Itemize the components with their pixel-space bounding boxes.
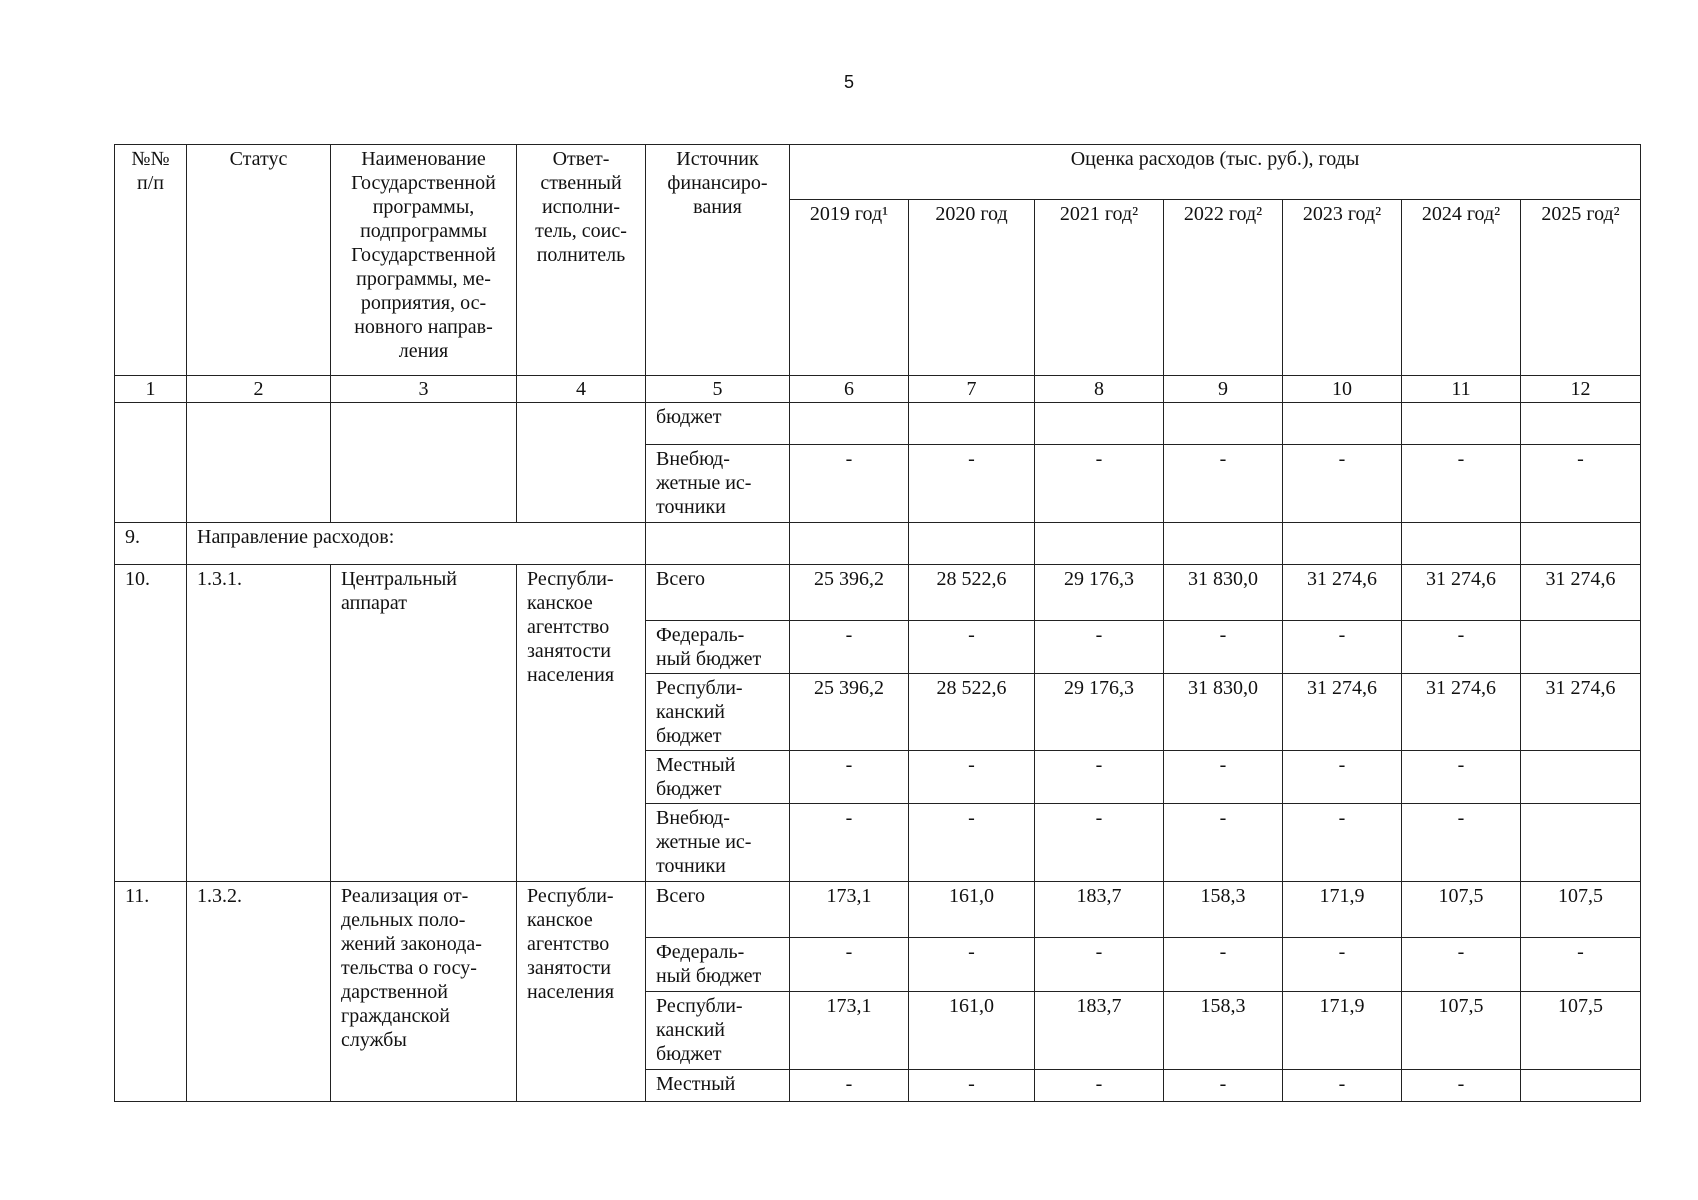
value-cell: 158,3 xyxy=(1164,992,1283,1070)
value-cell: - xyxy=(1283,804,1402,882)
value-cell: 25 396,2 xyxy=(790,674,909,751)
column-number: 5 xyxy=(646,376,790,403)
value-cell: - xyxy=(1035,751,1164,804)
header-year: 2024 год² xyxy=(1402,200,1521,376)
column-number: 3 xyxy=(331,376,517,403)
row-number: 10. xyxy=(115,565,187,882)
value-cell: 107,5 xyxy=(1521,992,1641,1070)
column-number: 8 xyxy=(1035,376,1164,403)
cell-empty xyxy=(187,403,331,523)
source-cell: Внебюд-жетные ис-точники xyxy=(646,804,790,882)
value-cell: - xyxy=(1283,938,1402,992)
value-cell: - xyxy=(790,1070,909,1102)
value-cell: 31 830,0 xyxy=(1164,674,1283,751)
source-cell: Местный xyxy=(646,1070,790,1102)
column-number: 7 xyxy=(909,376,1035,403)
header-year: 2021 год² xyxy=(1035,200,1164,376)
cell-empty xyxy=(517,403,646,523)
value-cell xyxy=(1402,403,1521,445)
value-cell: - xyxy=(1164,445,1283,523)
source-cell: Федераль-ный бюджет xyxy=(646,621,790,674)
section-label: Направление расходов: xyxy=(187,523,646,565)
value-cell: 31 274,6 xyxy=(1402,674,1521,751)
value-cell: - xyxy=(909,804,1035,882)
value-cell: - xyxy=(909,1070,1035,1102)
value-cell: 29 176,3 xyxy=(1035,565,1164,621)
cell-empty xyxy=(331,403,517,523)
value-cell: - xyxy=(1164,621,1283,674)
value-cell: - xyxy=(1283,751,1402,804)
table-row xyxy=(115,882,1641,938)
value-cell: - xyxy=(1035,1070,1164,1102)
value-cell: 31 274,6 xyxy=(1521,674,1641,751)
value-cell: - xyxy=(1402,938,1521,992)
value-cell: 107,5 xyxy=(1402,882,1521,938)
value-cell xyxy=(1521,403,1641,445)
name-cell: Реализация от-дельных поло-жений законода-тельства о госу-дарственной гражданской службы xyxy=(331,882,517,1102)
value-cell: - xyxy=(909,445,1035,523)
value-cell: 31 274,6 xyxy=(1283,565,1402,621)
source-cell: Внебюд-жетные ис-точники xyxy=(646,445,790,523)
row-number: 11. xyxy=(115,882,187,1102)
value-cell: - xyxy=(1402,1070,1521,1102)
responsible-cell: Республи-канское агентство занятости населения xyxy=(517,882,646,1102)
value-cell: 107,5 xyxy=(1402,992,1521,1070)
value-cell: - xyxy=(1164,751,1283,804)
value-cell: 183,7 xyxy=(1035,992,1164,1070)
value-cell: 171,9 xyxy=(1283,992,1402,1070)
cell-empty xyxy=(1521,523,1641,565)
source-cell: Всего xyxy=(646,882,790,938)
value-cell: 161,0 xyxy=(909,992,1035,1070)
value-cell: - xyxy=(1035,621,1164,674)
column-number: 9 xyxy=(1164,376,1283,403)
value-cell xyxy=(1035,403,1164,445)
value-cell: - xyxy=(1521,938,1641,992)
value-cell: 28 522,6 xyxy=(909,674,1035,751)
value-cell: - xyxy=(909,621,1035,674)
value-cell: - xyxy=(909,751,1035,804)
responsible-cell: Республи-канское агентство занятости населения xyxy=(517,565,646,882)
value-cell: 173,1 xyxy=(790,992,909,1070)
value-cell: - xyxy=(1035,445,1164,523)
value-cell: 29 176,3 xyxy=(1035,674,1164,751)
value-cell: - xyxy=(790,804,909,882)
value-cell: 161,0 xyxy=(909,882,1035,938)
table-row xyxy=(115,523,1641,565)
value-cell: - xyxy=(790,445,909,523)
column-number: 6 xyxy=(790,376,909,403)
source-cell: Республи-канский бюджет xyxy=(646,992,790,1070)
value-cell: 171,9 xyxy=(1283,882,1402,938)
column-number: 1 xyxy=(115,376,187,403)
value-cell: - xyxy=(1402,445,1521,523)
cell-empty xyxy=(790,523,909,565)
cell-empty xyxy=(1164,523,1283,565)
value-cell: 25 396,2 xyxy=(790,565,909,621)
value-cell xyxy=(1521,1070,1641,1102)
value-cell: 173,1 xyxy=(790,882,909,938)
column-number: 11 xyxy=(1402,376,1521,403)
value-cell xyxy=(790,403,909,445)
value-cell: - xyxy=(1402,751,1521,804)
source-cell: Всего xyxy=(646,565,790,621)
value-cell: 107,5 xyxy=(1521,882,1641,938)
header-year: 2019 год¹ xyxy=(790,200,909,376)
value-cell: - xyxy=(1283,1070,1402,1102)
value-cell xyxy=(1521,751,1641,804)
value-cell: - xyxy=(1164,1070,1283,1102)
status-cell: 1.3.2. xyxy=(187,882,331,1102)
table-row xyxy=(115,565,1641,621)
header-year: 2020 год xyxy=(909,200,1035,376)
source-cell: Федераль-ный бюджет xyxy=(646,938,790,992)
name-cell: Центральный аппарат xyxy=(331,565,517,882)
cell-empty xyxy=(909,523,1035,565)
value-cell: 31 274,6 xyxy=(1521,565,1641,621)
expenditure-table xyxy=(114,144,1641,1102)
column-numbers-row xyxy=(115,376,1641,403)
header-row xyxy=(115,145,1641,200)
source-cell: Местный бюджет xyxy=(646,751,790,804)
column-number: 2 xyxy=(187,376,331,403)
value-cell xyxy=(1521,621,1641,674)
value-cell: - xyxy=(790,621,909,674)
cell-empty xyxy=(115,403,187,523)
cell-empty xyxy=(1035,523,1164,565)
header-year: 2023 год² xyxy=(1283,200,1402,376)
value-cell: - xyxy=(1035,804,1164,882)
header-col-num: №№ п/п xyxy=(115,145,187,376)
value-cell: - xyxy=(1283,445,1402,523)
page-number: 5 xyxy=(843,72,854,92)
status-cell: 1.3.1. xyxy=(187,565,331,882)
column-number: 12 xyxy=(1521,376,1641,403)
header-col-name: Наименование Государственной программы, подпрограммы Государственной программы, ме-роприятия, ос-новного направ-ления xyxy=(331,145,517,376)
value-cell: - xyxy=(790,938,909,992)
source-cell: бюджет xyxy=(646,403,790,445)
value-cell xyxy=(909,403,1035,445)
value-cell: - xyxy=(1164,804,1283,882)
value-cell: - xyxy=(1283,621,1402,674)
row-number: 9. xyxy=(115,523,187,565)
header-year: 2022 год² xyxy=(1164,200,1283,376)
column-number: 10 xyxy=(1283,376,1402,403)
value-cell: 31 274,6 xyxy=(1283,674,1402,751)
header-col-responsible: Ответ-ственный исполни-тель, соис-полнитель xyxy=(517,145,646,376)
header-col-estimate: Оценка расходов (тыс. руб.), годы xyxy=(790,145,1641,200)
value-cell: - xyxy=(1402,621,1521,674)
value-cell xyxy=(1164,403,1283,445)
value-cell: - xyxy=(1521,445,1641,523)
cell-empty xyxy=(1283,523,1402,565)
value-cell: 31 830,0 xyxy=(1164,565,1283,621)
value-cell: 158,3 xyxy=(1164,882,1283,938)
table-row xyxy=(115,403,1641,445)
value-cell: - xyxy=(1164,938,1283,992)
header-col-status: Статус xyxy=(187,145,331,376)
value-cell: - xyxy=(1035,938,1164,992)
source-cell: Республи-канский бюджет xyxy=(646,674,790,751)
value-cell: - xyxy=(1402,804,1521,882)
cell-empty xyxy=(1402,523,1521,565)
cell-empty xyxy=(646,523,790,565)
value-cell xyxy=(1521,804,1641,882)
value-cell: 183,7 xyxy=(1035,882,1164,938)
value-cell xyxy=(1283,403,1402,445)
value-cell: 31 274,6 xyxy=(1402,565,1521,621)
value-cell: 28 522,6 xyxy=(909,565,1035,621)
header-col-source: Источник финансиро-вания xyxy=(646,145,790,376)
value-cell: - xyxy=(790,751,909,804)
header-year: 2025 год² xyxy=(1521,200,1641,376)
column-number: 4 xyxy=(517,376,646,403)
value-cell: - xyxy=(909,938,1035,992)
